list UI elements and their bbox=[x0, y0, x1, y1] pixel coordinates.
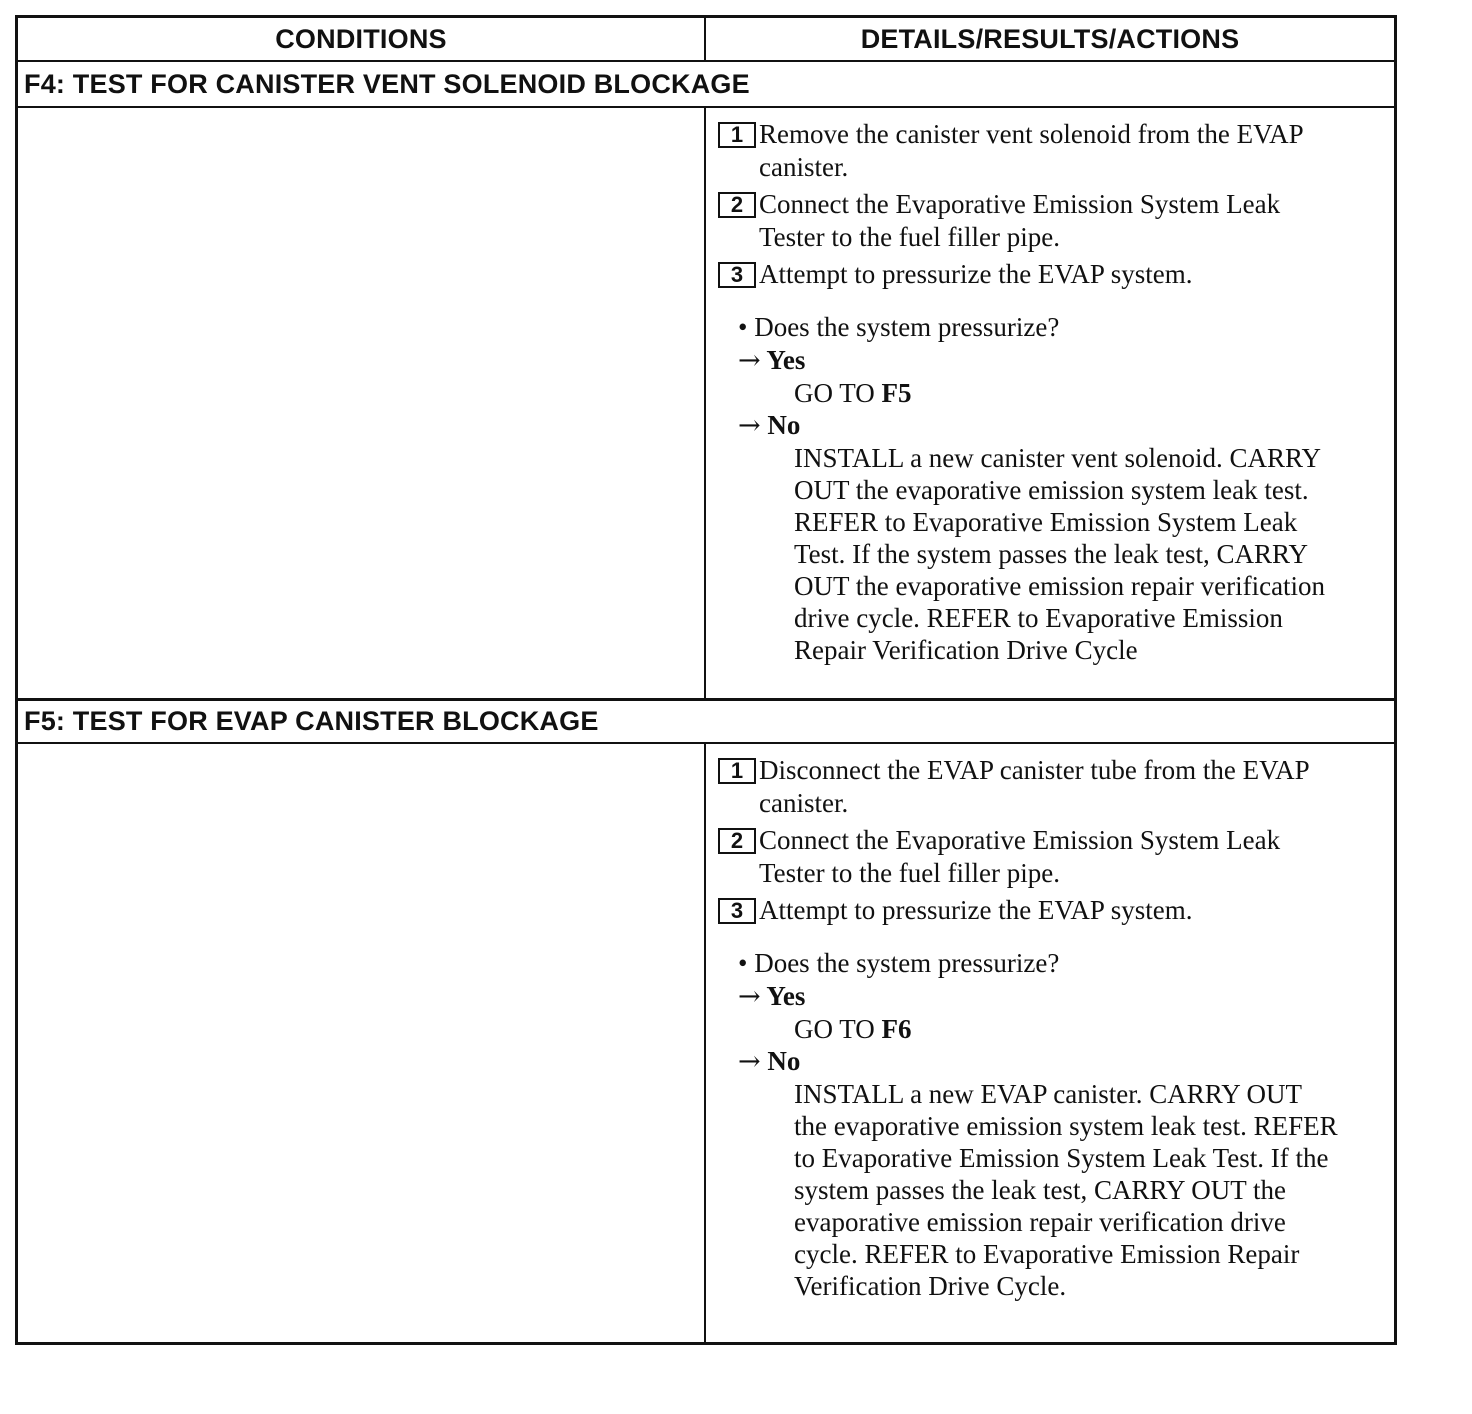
step-number-box: 3 bbox=[718, 898, 756, 924]
step-number-box: 1 bbox=[718, 758, 756, 784]
step-text bbox=[759, 894, 1382, 927]
step-item bbox=[718, 894, 1382, 927]
step-text-line: Attempt to pressurize the EVAP system. bbox=[759, 895, 1193, 925]
step-number-box: 1 bbox=[718, 122, 756, 148]
goto-target: F6 bbox=[881, 1014, 912, 1044]
no-action-line: the evaporative emission system leak test. REFER bbox=[794, 1111, 1338, 1141]
step-number-box: 2 bbox=[718, 192, 756, 218]
yes-branch bbox=[738, 980, 1382, 1013]
no-action-line: to Evaporative Emission System Leak Test. If the bbox=[794, 1143, 1329, 1173]
yes-label: Yes bbox=[766, 981, 806, 1011]
details-cell-f5 bbox=[706, 744, 1394, 1342]
question-block bbox=[718, 947, 1382, 1302]
no-branch bbox=[738, 409, 1382, 442]
no-branch bbox=[738, 1045, 1382, 1078]
no-action-line: Verification Drive Cycle. bbox=[794, 1271, 1067, 1301]
step-text-line: canister. bbox=[759, 788, 849, 818]
yes-label: Yes bbox=[766, 345, 806, 375]
step-text-line: Connect the Evaporative Emission System Leak bbox=[759, 189, 1281, 219]
step-item bbox=[718, 258, 1382, 291]
no-action-line: evaporative emission repair verification drive bbox=[794, 1207, 1286, 1237]
step-item bbox=[718, 754, 1382, 820]
no-action-line: drive cycle. REFER to Evaporative Emission bbox=[794, 603, 1283, 633]
goto-prefix: GO TO bbox=[794, 1014, 882, 1044]
no-action-line: OUT the evaporative emission system leak test. bbox=[794, 475, 1309, 505]
question-text: • Does the system pressurize? bbox=[738, 312, 1060, 342]
step-item bbox=[718, 118, 1382, 184]
yes-action bbox=[738, 1013, 1382, 1045]
diagnostic-table bbox=[15, 15, 1397, 1345]
arrow-right-icon: → bbox=[738, 1046, 761, 1077]
no-action-line: system passes the leak test, CARRY OUT the bbox=[794, 1175, 1286, 1205]
no-action-line: Test. If the system passes the leak test, CARRY bbox=[794, 539, 1309, 569]
conditions-cell-f4 bbox=[18, 108, 706, 698]
step-item bbox=[718, 824, 1382, 890]
step-text bbox=[759, 754, 1382, 820]
goto-target: F5 bbox=[881, 378, 912, 408]
yes-branch bbox=[738, 344, 1382, 377]
no-action-line: OUT the evaporative emission repair verification bbox=[794, 571, 1326, 601]
no-action-line: REFER to Evaporative Emission System Leak bbox=[794, 507, 1298, 537]
table-header-row bbox=[18, 18, 1394, 62]
question-block bbox=[718, 311, 1382, 666]
no-label: No bbox=[767, 1046, 801, 1076]
section-title-f5: F5: TEST FOR EVAP CANISTER BLOCKAGE bbox=[18, 698, 1394, 744]
step-text bbox=[759, 188, 1382, 254]
arrow-right-icon: → bbox=[738, 981, 761, 1012]
step-text-line: canister. bbox=[759, 152, 849, 182]
details-cell-f4 bbox=[706, 108, 1394, 698]
arrow-right-icon: → bbox=[738, 410, 761, 441]
question-text: • Does the system pressurize? bbox=[738, 948, 1060, 978]
step-text-line: Disconnect the EVAP canister tube from the EVAP bbox=[759, 755, 1310, 785]
section-body-f4 bbox=[18, 108, 1394, 698]
step-text-line: Connect the Evaporative Emission System Leak bbox=[759, 825, 1281, 855]
yes-action bbox=[738, 377, 1382, 409]
goto-prefix: GO TO bbox=[794, 378, 882, 408]
no-action-line: cycle. REFER to Evaporative Emission Repair bbox=[794, 1239, 1300, 1269]
step-item bbox=[718, 188, 1382, 254]
conditions-cell-f5 bbox=[18, 744, 706, 1342]
no-action-line: INSTALL a new EVAP canister. CARRY OUT bbox=[794, 1079, 1303, 1109]
details-header: DETAILS/RESULTS/ACTIONS bbox=[860, 23, 1240, 54]
step-text-line: Remove the canister vent solenoid from the EVAP bbox=[759, 119, 1304, 149]
no-action-line: INSTALL a new canister vent solenoid. CARRY bbox=[794, 443, 1322, 473]
arrow-right-icon: → bbox=[738, 345, 761, 376]
step-number-box: 3 bbox=[718, 262, 756, 288]
section-title-f4: F4: TEST FOR CANISTER VENT SOLENOID BLOCKAGE bbox=[18, 62, 1394, 108]
step-text bbox=[759, 824, 1382, 890]
section-body-f5 bbox=[18, 744, 1394, 1342]
step-text-line: Attempt to pressurize the EVAP system. bbox=[759, 259, 1193, 289]
step-text bbox=[759, 118, 1382, 184]
no-label: No bbox=[767, 410, 801, 440]
step-number-box: 2 bbox=[718, 828, 756, 854]
step-text-line: Tester to the fuel filler pipe. bbox=[759, 858, 1060, 888]
step-text bbox=[759, 258, 1382, 291]
step-text-line: Tester to the fuel filler pipe. bbox=[759, 222, 1060, 252]
conditions-header: CONDITIONS bbox=[18, 18, 706, 60]
no-action-line: Repair Verification Drive Cycle bbox=[794, 635, 1138, 665]
